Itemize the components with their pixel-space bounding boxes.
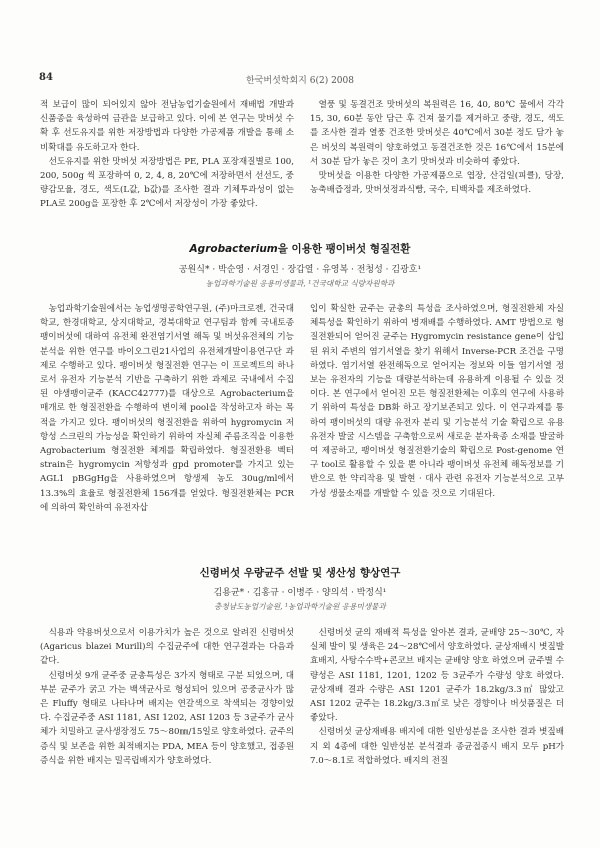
title-rest: 을 이용한 팽이버섯 형질전환 (277, 243, 411, 255)
article-affiliation: 충청남도농업기술원, ¹농업과학기술원 응용미생물과 (214, 602, 386, 611)
journal-title: 한국버섯학회지 6(2) 2008 (246, 76, 354, 86)
article-authors: 김용균* · 김홍규 · 이병주 · 양의석 · 박정식¹ (213, 588, 387, 598)
paragraph: 신령버섯 균상재배용 배지에 대한 일반성분을 조사한 결과 볏짚배지 외 4종에 대한 일반성분 분석결과 종균접종시 배지 모두 pH가 7.0～8.1로 적합하였다. 배지의 전질 (310, 727, 564, 766)
paragraph: 선도유지를 위한 맛버섯 저장방법은 PE, PLA 포장재질별로 100, 200, 500g 씩 포장하여 0, 2, 4, 8, 20℃에 저장하면서 선선도, 중량감모율, 경도, 색도(L값, b값)를 조사한 결과 기체투과성이 없는 PLA로 200g을 포장한 후 2℃에서 저장성이 가장 좋았다. (40, 156, 294, 210)
article-title (0, 241, 600, 256)
article1-left-column (40, 302, 294, 515)
running-header (0, 72, 600, 88)
article1-right-column (310, 302, 564, 501)
top-left-column (40, 98, 294, 212)
top-right-column (310, 98, 564, 197)
paragraph: 적 보급이 많이 되어있지 않아 전남농업기술원에서 재배법 개발과 신품종을 육성하여 금관을 보급하고 있다. 이에 본 연구는 맛버섯 수확 후 선도유지를 위한 저장방법과 다양한 가공제품 개발을 통해 소비확대를 유도하고자 한다. (40, 100, 294, 153)
page-number: 84 (39, 72, 53, 83)
paragraph: 농업과학기술원에서는 농업생명공학연구원, (주)마크로젠, 건국대학교, 한경대학교, 상지대학교, 경북대학교 연구팀과 함께 국내토종 팽이버섯에 대하여 유전체 완전염기서열 해독 및 버섯유전체의 기능분석을 위한 연구를 바이오그린21사업의 유전체개발이용연구단 과제로 수행하고 있다. 팽이버섯 형질전환 연구는 이 프로젝트의 하나로서 유전자 기능분석 기반을 구축하기 위한 과제로 국내에서 수집된 야생팽이균주 (KACC42777)를 대상으로 Agrobacterium을 매개로 한 형질전환을 수행하여 변이체 pool을 작성하고자 하는 목적을 가지고 있다. 팽이버섯의 형질전환을 위하여 hygromycin 저항성 스크린의 가능성을 확인하기 위하여 자실체 주름조직을 이용한 Agrobacterium 형질전환 체계를 확립하였다. 형질전환용 벡터 strain은 hygromycin 저항성과 gpd promoter를 가지고 있는 AGL1 pBGgHg을 사용하였으며 항생제 농도 30ug/ml에서 13.3%의 효율로 형질전환체 156개를 얻었다. 형질전환체는 PCR에 의하여 확인하여 유전자삽 (40, 304, 294, 513)
article-authors: 공원식* · 박순영 · 서경인 · 장갑열 · 유영복 · 전청성 · 김광호¹ (178, 265, 422, 275)
article-title: 신령버섯 우량균주 선발 및 생산성 향상연구 (199, 567, 401, 579)
paragraph: 맛버섯을 이용한 다양한 가공제품으로 엽장, 산검일(피클), 당장, 농축배즙정과, 맛버섯정과식빵, 국수, 티백차를 제조하였다. (310, 171, 564, 196)
paragraph: 신령버섯 9개 균주중 균총특성은 3가지 형태로 구분 되었으며, 대부분 균주가 굵고 가는 백색균사로 형성되어 있으며 공중균사가 많은 Fluffy 형태로 나타나며 배지는 연갈색으로 착색되는 경향이었다. 수집균주중 ASI 1181, ASI 1202, ASI 1203 등 3균주가 균사체가 치밀하고 균사생장정도 75～80㎜/15일로 양호하였다. 균주의 증식 및 보존을 위한 최적배지는 PDA, MEA 등이 양호했고, 접종원 증식을 위한 배지는 밀곡립배지가 양호하였다. (40, 670, 294, 766)
article-affiliation: 농업과학기술원 응용미생물과, ¹건국대학교 식량자원학과 (205, 279, 395, 288)
paragraph: 입이 확실한 균주는 균총의 특성을 조사하였으며, 형질전환체 자실체특성을 확인하기 위하여 병재배를 수행하였다. AMT 방법으로 형질전환되어 얻어진 균주는 Hygromycin resistance gene이 삽입된 위치 주변의 염기서열을 찾기 위해서 Inverse-PCR 조건을 구명하였다. 염기서열 완전해독으로 얻어지는 정보와 이들 염기서열 정보는 유전자의 기능을 대량분석하는데 유용하게 이용될 수 있을 것이다. 본 연구에서 얻어진 모든 형질전환체는 이후의 연구에 사용하기 위하여 특성을 DB화 하고 장기보존되고 있다. 이 연구과제를 통하여 팽이버섯의 대량 유전자 분리 및 기능분석 기술 확립으로 유용유전자 발굴 시스템을 구축함으로써 새로운 분자육종 소재를 발굴하여 제공하고, 팽이버섯 형질전환기술의 확립으로 Post-genome 연구 tool로 활용할 수 있을 뿐 아니라 팽이버섯 유전체 해독정보를 기반으로 한 약리작용 및 발현 · 대사 관련 유전자 기능분석으로 고부가성 생물소재를 개발할 수 있을 것으로 기대된다. (310, 304, 564, 499)
paragraph: 열풍 및 동결건조 맛버섯의 복원력은 16, 40, 80℃ 물에서 각각 15, 30, 60분 동안 담근 후 건져 물기를 제거하고 중량, 경도, 색도를 조사한 결과 열풍 건조한 맛버섯은 40℃에서 30분 정도 담가 놓은 버섯의 복원력이 양호하였고 동결건조한 것은 16℃에서 15분에서 30분 담가 놓은 것이 초기 맛버섯과 비슷하여 좋았다. (310, 100, 564, 167)
paragraph: 신령버섯 균의 재배적 특성을 알아본 결과, 균배양 25～30℃, 자실체 발이 및 생육은 24～28℃에서 양호하였다. 균상재배시 볏짚발효배지, 사탕수수박+콘코브 배지는 균배양 양호 하였으며 균주별 수량성은 ASI 1181, 1201, 1202 등 3균주가 수량성 양호 하였다. 균상재배 결과 수량은 ASI 1201 균주가 18.2kg/3.3㎡ 많았고 ASI 1202 균주는 18.2kg/3.3㎡로 낮은 경향이나 버섯품질은 더 좋았다. (310, 628, 564, 724)
title-italic-part: Agrobacterium (189, 243, 278, 255)
article2-left-column (40, 626, 294, 768)
paragraph: 식용과 약용버섯으로서 이용가치가 높은 것으로 알려진 신령버섯(Agaricus blazei Murill)의 수집균주에 대한 연구결과는 다음과 같다. (40, 628, 294, 667)
article2-right-column (310, 626, 564, 768)
